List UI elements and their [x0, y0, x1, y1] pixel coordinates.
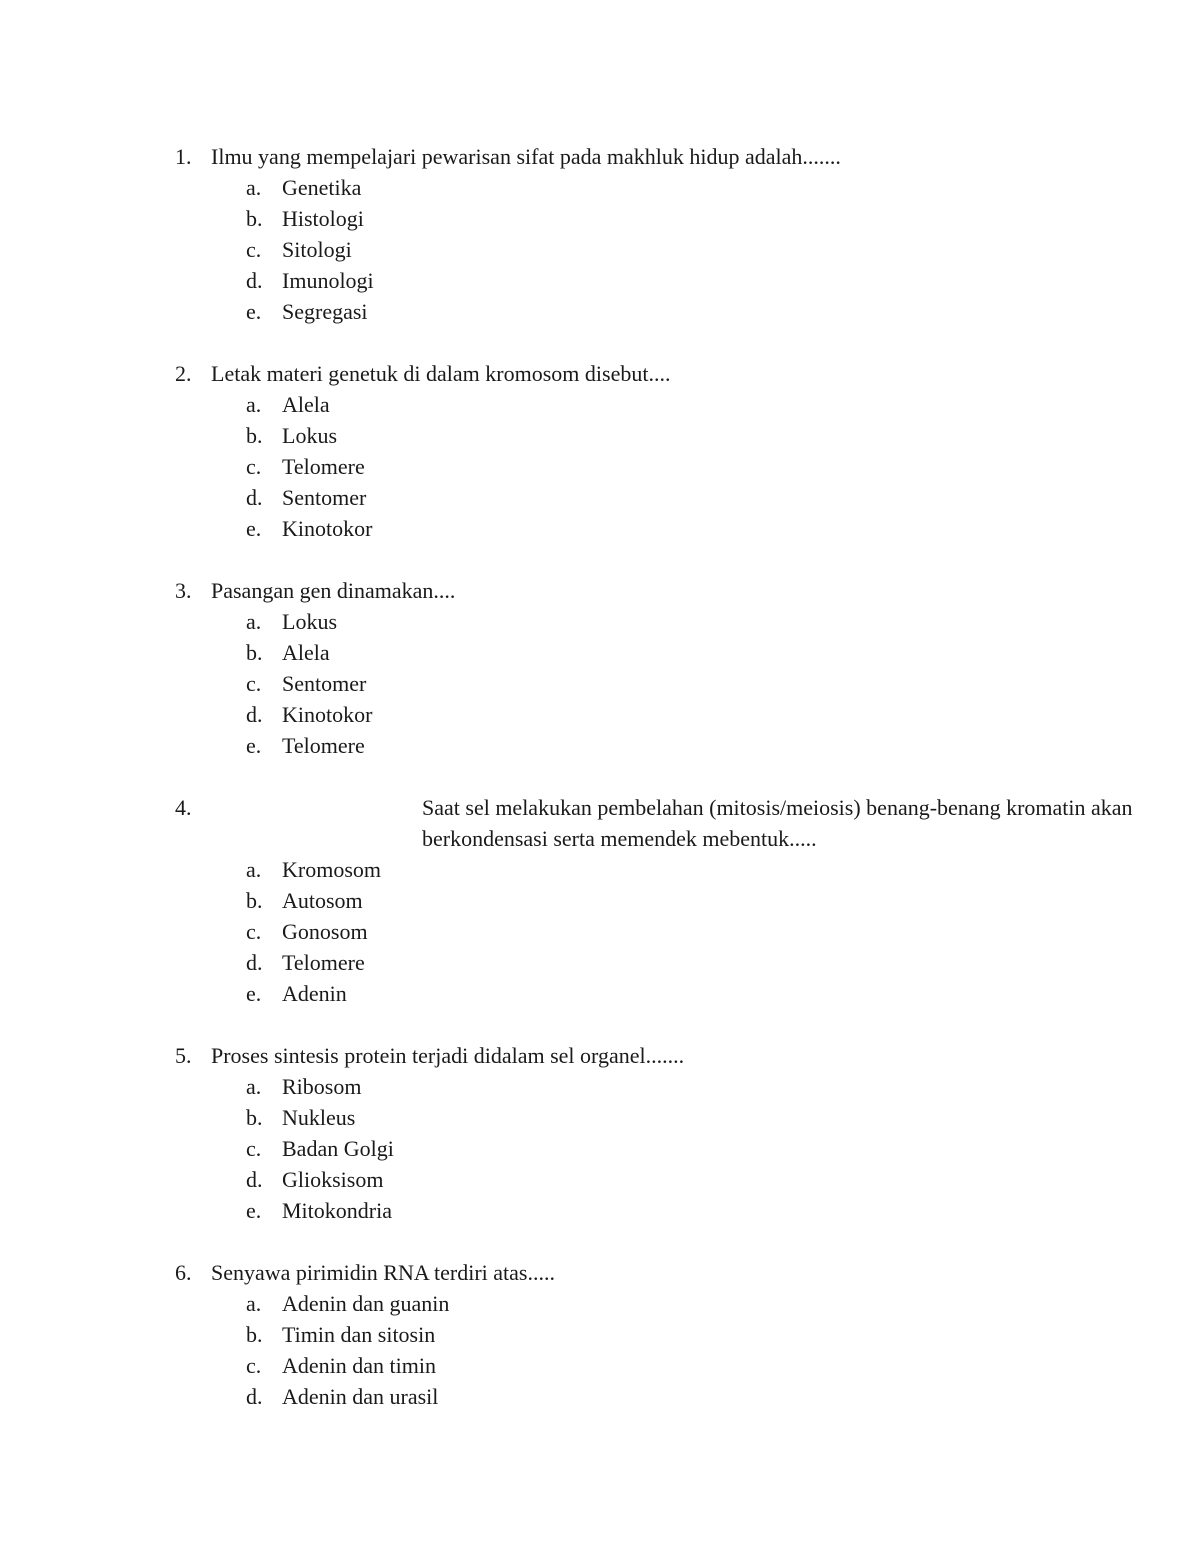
option-text: Badan Golgi: [282, 1136, 394, 1161]
option-text: Gonosom: [282, 919, 368, 944]
option-text: Mitokondria: [282, 1198, 392, 1223]
option-text: Kinotokor: [282, 702, 373, 727]
option-item: [0, 482, 1200, 513]
option-item: [0, 1133, 1200, 1164]
option-letter: a.: [246, 392, 262, 417]
option-text: Adenin: [282, 981, 347, 1006]
question-line: [0, 358, 1200, 389]
option-item: [0, 606, 1200, 637]
question-number: 4.: [175, 795, 192, 820]
option-text: Autosom: [282, 888, 363, 913]
option-item: [0, 854, 1200, 885]
option-letter: b.: [246, 206, 263, 231]
question-text: Proses sintesis protein terjadi didalam sel organel.......: [211, 1043, 685, 1068]
option-letter: d.: [246, 268, 263, 293]
option-text: Adenin dan timin: [282, 1353, 436, 1378]
option-item: [0, 916, 1200, 947]
question-text: Letak materi genetuk di dalam kromosom disebut....: [211, 361, 671, 386]
option-letter: d.: [246, 1167, 263, 1192]
option-text: Adenin dan guanin: [282, 1291, 450, 1316]
question-line: [0, 575, 1200, 606]
option-text: Imunologi: [282, 268, 374, 293]
option-item: [0, 420, 1200, 451]
option-item: [0, 885, 1200, 916]
option-letter: d.: [246, 702, 263, 727]
question-line: [0, 792, 1200, 854]
option-item: [0, 513, 1200, 544]
option-letter: c.: [246, 237, 262, 262]
question-line: [0, 1040, 1200, 1071]
option-text: Sentomer: [282, 671, 367, 696]
option-item: [0, 947, 1200, 978]
document-page: [0, 141, 1200, 1443]
option-letter: d.: [246, 485, 263, 510]
option-item: [0, 1071, 1200, 1102]
option-text: Timin dan sitosin: [282, 1322, 436, 1347]
option-text: Telomere: [282, 733, 365, 758]
option-text: Segregasi: [282, 299, 368, 324]
option-text: Alela: [282, 640, 330, 665]
option-letter: a.: [246, 609, 262, 634]
option-item: [0, 265, 1200, 296]
option-item: [0, 978, 1200, 1009]
option-item: [0, 234, 1200, 265]
option-letter: e.: [246, 981, 262, 1006]
option-letter: e.: [246, 299, 262, 324]
option-item: [0, 699, 1200, 730]
option-letter: c.: [246, 671, 262, 696]
option-letter: b.: [246, 423, 263, 448]
option-item: [0, 1102, 1200, 1133]
option-letter: a.: [246, 1074, 262, 1099]
option-text: Adenin dan urasil: [282, 1384, 439, 1409]
option-item: [0, 730, 1200, 761]
question-2: [0, 358, 1200, 544]
question-text: Senyawa pirimidin RNA terdiri atas.....: [211, 1260, 555, 1285]
option-letter: a.: [246, 175, 262, 200]
option-item: [0, 1381, 1200, 1412]
option-letter: c.: [246, 1136, 262, 1161]
option-letter: a.: [246, 857, 262, 882]
option-item: [0, 637, 1200, 668]
option-letter: e.: [246, 1198, 262, 1223]
question-3: [0, 575, 1200, 761]
option-text: Alela: [282, 392, 330, 417]
question-text: Saat sel melakukan pembelahan (mitosis/meiosis) benang-benang kromatin akan berkondensasi serta memendek mebentuk.....: [422, 795, 1133, 851]
option-item: [0, 1164, 1200, 1195]
option-letter: b.: [246, 1105, 263, 1130]
option-text: Telomere: [282, 950, 365, 975]
option-text: Nukleus: [282, 1105, 356, 1130]
option-item: [0, 203, 1200, 234]
option-item: [0, 389, 1200, 420]
option-text: Histologi: [282, 206, 364, 231]
question-number: 1.: [175, 144, 192, 169]
question-number: 2.: [175, 361, 192, 386]
option-letter: c.: [246, 454, 262, 479]
option-letter: c.: [246, 919, 262, 944]
option-item: [0, 1350, 1200, 1381]
question-line: [0, 1257, 1200, 1288]
question-number: 5.: [175, 1043, 192, 1068]
option-text: Telomere: [282, 454, 365, 479]
option-item: [0, 172, 1200, 203]
option-item: [0, 296, 1200, 327]
option-text: Lokus: [282, 609, 337, 634]
question-text: Pasangan gen dinamakan....: [211, 578, 456, 603]
option-item: [0, 451, 1200, 482]
option-text: Genetika: [282, 175, 362, 200]
option-letter: d.: [246, 1384, 263, 1409]
option-letter: c.: [246, 1353, 262, 1378]
question-5: [0, 1040, 1200, 1226]
option-text: Kinotokor: [282, 516, 373, 541]
option-text: Lokus: [282, 423, 337, 448]
option-text: Sentomer: [282, 485, 367, 510]
question-4: [0, 792, 1200, 1009]
option-letter: b.: [246, 888, 263, 913]
question-number: 6.: [175, 1260, 192, 1285]
option-item: [0, 668, 1200, 699]
question-1: [0, 141, 1200, 327]
option-text: Sitologi: [282, 237, 352, 262]
question-6: [0, 1257, 1200, 1412]
option-text: Glioksisom: [282, 1167, 384, 1192]
option-letter: a.: [246, 1291, 262, 1316]
option-letter: e.: [246, 733, 262, 758]
option-item: [0, 1319, 1200, 1350]
option-text: Kromosom: [282, 857, 381, 882]
option-letter: d.: [246, 950, 263, 975]
question-line: [0, 141, 1200, 172]
option-item: [0, 1288, 1200, 1319]
option-item: [0, 1195, 1200, 1226]
option-letter: e.: [246, 516, 262, 541]
option-letter: b.: [246, 640, 263, 665]
option-text: Ribosom: [282, 1074, 362, 1099]
question-text: Ilmu yang mempelajari pewarisan sifat pada makhluk hidup adalah.......: [211, 144, 841, 169]
question-number: 3.: [175, 578, 192, 603]
option-letter: b.: [246, 1322, 263, 1347]
